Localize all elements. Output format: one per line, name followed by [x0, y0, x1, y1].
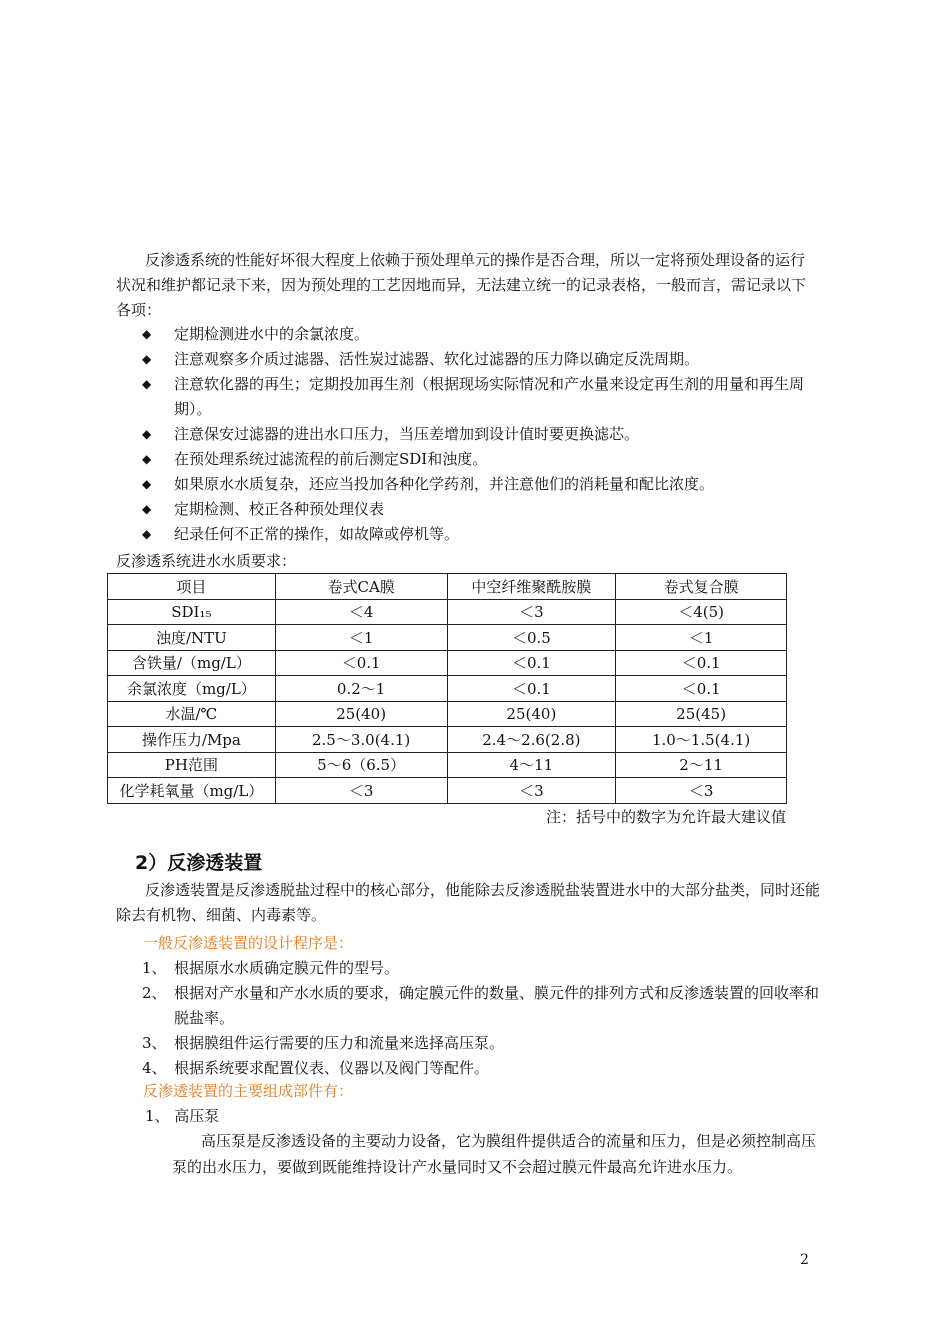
table-cell: ＜3 — [616, 778, 787, 804]
table-header-row — [108, 574, 787, 600]
section-paragraph: 反渗透装置是反渗透脱盐过程中的核心部分，他能除去反渗透脱盐装置进水中的大部分盐类，同时还能除去有机物、细菌、内毒素等。 — [116, 881, 821, 924]
table-cell: 2.5～3.0(4.1) — [275, 727, 447, 753]
section-heading: 2）反渗透装置 — [135, 852, 263, 874]
table-cell: ＜1 — [275, 625, 447, 651]
table-cell: ＜3 — [447, 778, 616, 804]
table-row — [108, 778, 787, 804]
maintenance-bullet-list — [142, 322, 822, 547]
list-item: ◆ 如果原水水质复杂，还应当投加各种化学药剂，并注意他们的消耗量和配比浓度。 — [142, 472, 822, 497]
table-cell: ＜0.1 — [447, 676, 616, 702]
step-number: 4、 — [142, 1059, 167, 1077]
list-item — [142, 1031, 822, 1056]
table-cell: 2.4～2.6(2.8) — [447, 727, 616, 753]
table-row — [108, 752, 787, 778]
table-cell: 25(45) — [616, 701, 787, 727]
table-row — [108, 650, 787, 676]
page-number: 2 — [800, 1252, 809, 1268]
table-cell: 1.0～1.5(4.1) — [616, 727, 787, 753]
step-text: 根据对产水量和产水水质的要求，确定膜元件的数量、膜元件的排列方式和反渗透装置的回收率和脱盐率。 — [174, 984, 820, 1027]
table-cell: SDI₁₅ — [108, 599, 276, 625]
table-cell: ＜0.1 — [447, 650, 616, 676]
table-row — [108, 625, 787, 651]
intro-paragraph: 反渗透系统的性能好坏很大程度上依赖于预处理单元的操作是否合理，所以一定将预处理设备的运行状况和维护都记录下来，因为预处理的工艺因地而异，无法建立统一的记录表格，一般而言，需记录以下各项： — [116, 251, 807, 319]
list-item: ◆ 注意保安过滤器的进出水口压力，当压差增加到设计值时要更换滤芯。 — [142, 422, 822, 447]
diamond-bullet-icon: ◆ — [142, 377, 152, 391]
diamond-bullet-icon: ◆ — [142, 327, 152, 341]
table-cell: 0.2～1 — [275, 676, 447, 702]
list-item: ◆ 在预处理系统过滤流程的前后测定SDI和浊度。 — [142, 447, 822, 472]
column-header: 卷式复合膜 — [616, 574, 787, 600]
list-item: ◆ 定期检测、校正各种预处理仪表 — [142, 497, 822, 522]
list-item: ◆ 注意观察多介质过滤器、活性炭过滤器、软化过滤器的压力降以确定反洗周期。 — [142, 347, 822, 372]
table-cell: 水温/℃ — [108, 701, 276, 727]
components-heading: 反渗透装置的主要组成部件有： — [143, 1082, 354, 1100]
table-cell: ＜0.1 — [616, 676, 787, 702]
table-cell: 5～6（6.5） — [275, 752, 447, 778]
table-cell: 含铁量/（mg/L） — [108, 650, 276, 676]
table-cell: 25(40) — [447, 701, 616, 727]
table-cell: ＜4 — [275, 599, 447, 625]
table-cell: ＜0.1 — [275, 650, 447, 676]
step-number: 2、 — [142, 984, 167, 1002]
column-header: 项目 — [108, 574, 276, 600]
design-procedure-heading: 一般反渗透装置的设计程序是： — [143, 934, 354, 952]
table-cell: 操作压力/Mpa — [108, 727, 276, 753]
table-cell: 浊度/NTU — [108, 625, 276, 651]
step-text: 根据原水水质确定膜元件的型号。 — [174, 959, 400, 977]
table-row — [108, 727, 787, 753]
table-cell: ＜4(5) — [616, 599, 787, 625]
table-cell: ＜0.1 — [616, 650, 787, 676]
step-text: 根据系统要求配置仪表、仪器以及阀门等配件。 — [174, 1059, 490, 1077]
list-item — [142, 981, 822, 1031]
list-item: ◆ 定期检测进水中的余氯浓度。 — [142, 322, 822, 347]
diamond-bullet-icon: ◆ — [142, 452, 152, 466]
column-header: 中空纤维聚酰胺膜 — [447, 574, 616, 600]
column-header: 卷式CA膜 — [275, 574, 447, 600]
table-note: 注：括号中的数字为允许最大建议值 — [545, 808, 786, 826]
list-item — [142, 956, 822, 981]
table-row — [108, 701, 787, 727]
diamond-bullet-icon: ◆ — [142, 477, 152, 491]
table-cell: ＜3 — [275, 778, 447, 804]
water-quality-table — [107, 573, 787, 804]
step-number: 1、 — [142, 959, 167, 977]
table-cell: 4～11 — [447, 752, 616, 778]
table-cell: ＜3 — [447, 599, 616, 625]
step-number: 3、 — [142, 1034, 167, 1052]
design-steps-list — [142, 956, 822, 1081]
table-cell: ＜0.5 — [447, 625, 616, 651]
diamond-bullet-icon: ◆ — [142, 527, 152, 541]
table-cell: 25(40) — [275, 701, 447, 727]
table-cell: PH范围 — [108, 752, 276, 778]
table-row — [108, 676, 787, 702]
diamond-bullet-icon: ◆ — [142, 502, 152, 516]
diamond-bullet-icon: ◆ — [142, 427, 152, 441]
table-caption: 反渗透系统进水水质要求： — [116, 552, 297, 570]
list-item: ◆ 纪录任何不正常的操作，如故障或停机等。 — [142, 522, 822, 547]
table-cell: 2～11 — [616, 752, 787, 778]
step-text: 根据膜组件运行需要的压力和流量来选择高压泵。 — [174, 1034, 505, 1052]
component-description: 高压泵是反渗透设备的主要动力设备，它为膜组件提供适合的流量和压力，但是必须控制高压泵的出水压力，要做到既能维持设计产水量同时又不会超过膜元件最高允许进水压力。 — [172, 1132, 817, 1176]
table-cell: ＜1 — [616, 625, 787, 651]
table-cell: 化学耗氧量（mg/L） — [108, 778, 276, 804]
component-item-title: 1、 高压泵 — [145, 1107, 220, 1125]
list-item: ◆ 注意软化器的再生；定期投加再生剂（根据现场实际情况和产水量来设定再生剂的用量和再生周期）。 — [142, 372, 822, 422]
diamond-bullet-icon: ◆ — [142, 352, 152, 366]
table-cell: 余氯浓度（mg/L） — [108, 676, 276, 702]
table-row — [108, 599, 787, 625]
